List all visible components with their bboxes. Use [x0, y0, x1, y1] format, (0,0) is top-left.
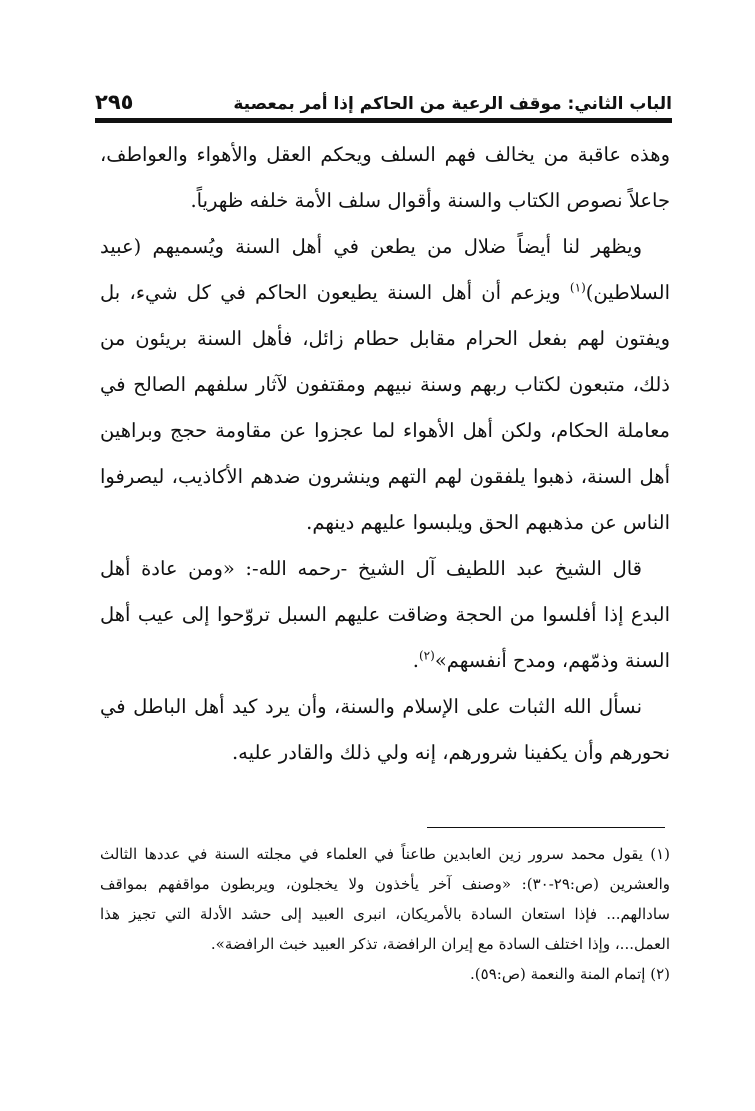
footnote-1 [100, 839, 670, 959]
footnote-1-number: (١) [650, 845, 670, 863]
paragraph-3-text-a: قال الشيخ عبد اللطيف آل الشيخ -رحمه الله-: «ومن عادة أهل البدع إذا أفلسوا من الحجة وضاقت عليهم السبل تروّحوا إلى عيب أهل السنة وذمّهم، ومدح أنفسهم» [100, 557, 670, 672]
paragraph-3 [100, 546, 670, 684]
paragraph-4-text: نسأل الله الثبات على الإسلام والسنة، وأن يرد كيد أهل الباطل في نحورهم وأن يكفينا شرورهم، إنه ولي ذلك والقادر عليه. [100, 695, 670, 764]
paragraph-3-text-b: . [412, 649, 419, 672]
paragraph-1-text: وهذه عاقبة من يخالف فهم السلف ويحكم العقل والأهواء والعواطف، جاعلاً نصوص الكتاب والسنة وأقوال سلف الأمة خلفه ظهرياً. [100, 143, 670, 212]
footnote-2 [100, 959, 670, 989]
paragraph-4 [100, 684, 670, 776]
footnotes [100, 839, 670, 989]
footnote-ref-1[interactable]: (١) [569, 280, 586, 295]
paragraph-2-text-b: ويزعم أن أهل السنة يطيعون الحاكم في كل شيء، بل ويفتون لهم بفعل الحرام مقابل حطام زائل، فأهل السنة بريئون من ذلك، متبعون لكتاب ربهم وسنة نبيهم ومقتفون لآثار سلفهم الصالح في معاملة الحكام، ولكن أهل الأهواء لما عجزوا عن مقاومة حجج وبراهين أهل السنة، ذهبوا يلفقون لهم التهم وينشرون ضدهم الأكاذيب، ليصرفوا الناس عن مذهبهم الحق ويلبسوا عليهم دينهم. [100, 281, 670, 534]
footnote-ref-2[interactable]: (٢) [418, 648, 435, 663]
running-header [95, 84, 672, 114]
page-number: ٢٩٥ [95, 90, 134, 114]
paragraph-2-text-a: ويظهر لنا أيضاً ضلال من يطعن في أهل السنة ويُسميهم (عبيد السلاطين) [100, 235, 670, 304]
chapter-title: الباب الثاني: موقف الرعية من الحاكم إذا أمر بمعصية [233, 94, 672, 114]
header-rule [95, 118, 672, 123]
footnote-separator [427, 827, 665, 828]
footnote-2-number: (٢) [650, 965, 670, 983]
footnote-1-text: يقول محمد سرور زين العابدين طاعناً في العلماء في مجلته السنة في عددها الثالث والعشرين (ص:٢٩-٣٠): «وصنف آخر يأخذون ولا يخجلون، ويربطون مواقفهم بمواقف سادالهم... فإذا استعان السادة بالأمريكان، انبرى العبيد إلى حشد الأدلة التي تجيز هذا العمل...، وإذا اختلف السادة مع إيران الرافضة، تذكر العبيد خبث الرافضة». [100, 845, 670, 953]
paragraph-2 [100, 224, 670, 546]
main-text [100, 132, 670, 776]
footnote-2-text: إتمام المنة والنعمة (ص:٥٩). [470, 965, 646, 983]
paragraph-1 [100, 132, 670, 224]
